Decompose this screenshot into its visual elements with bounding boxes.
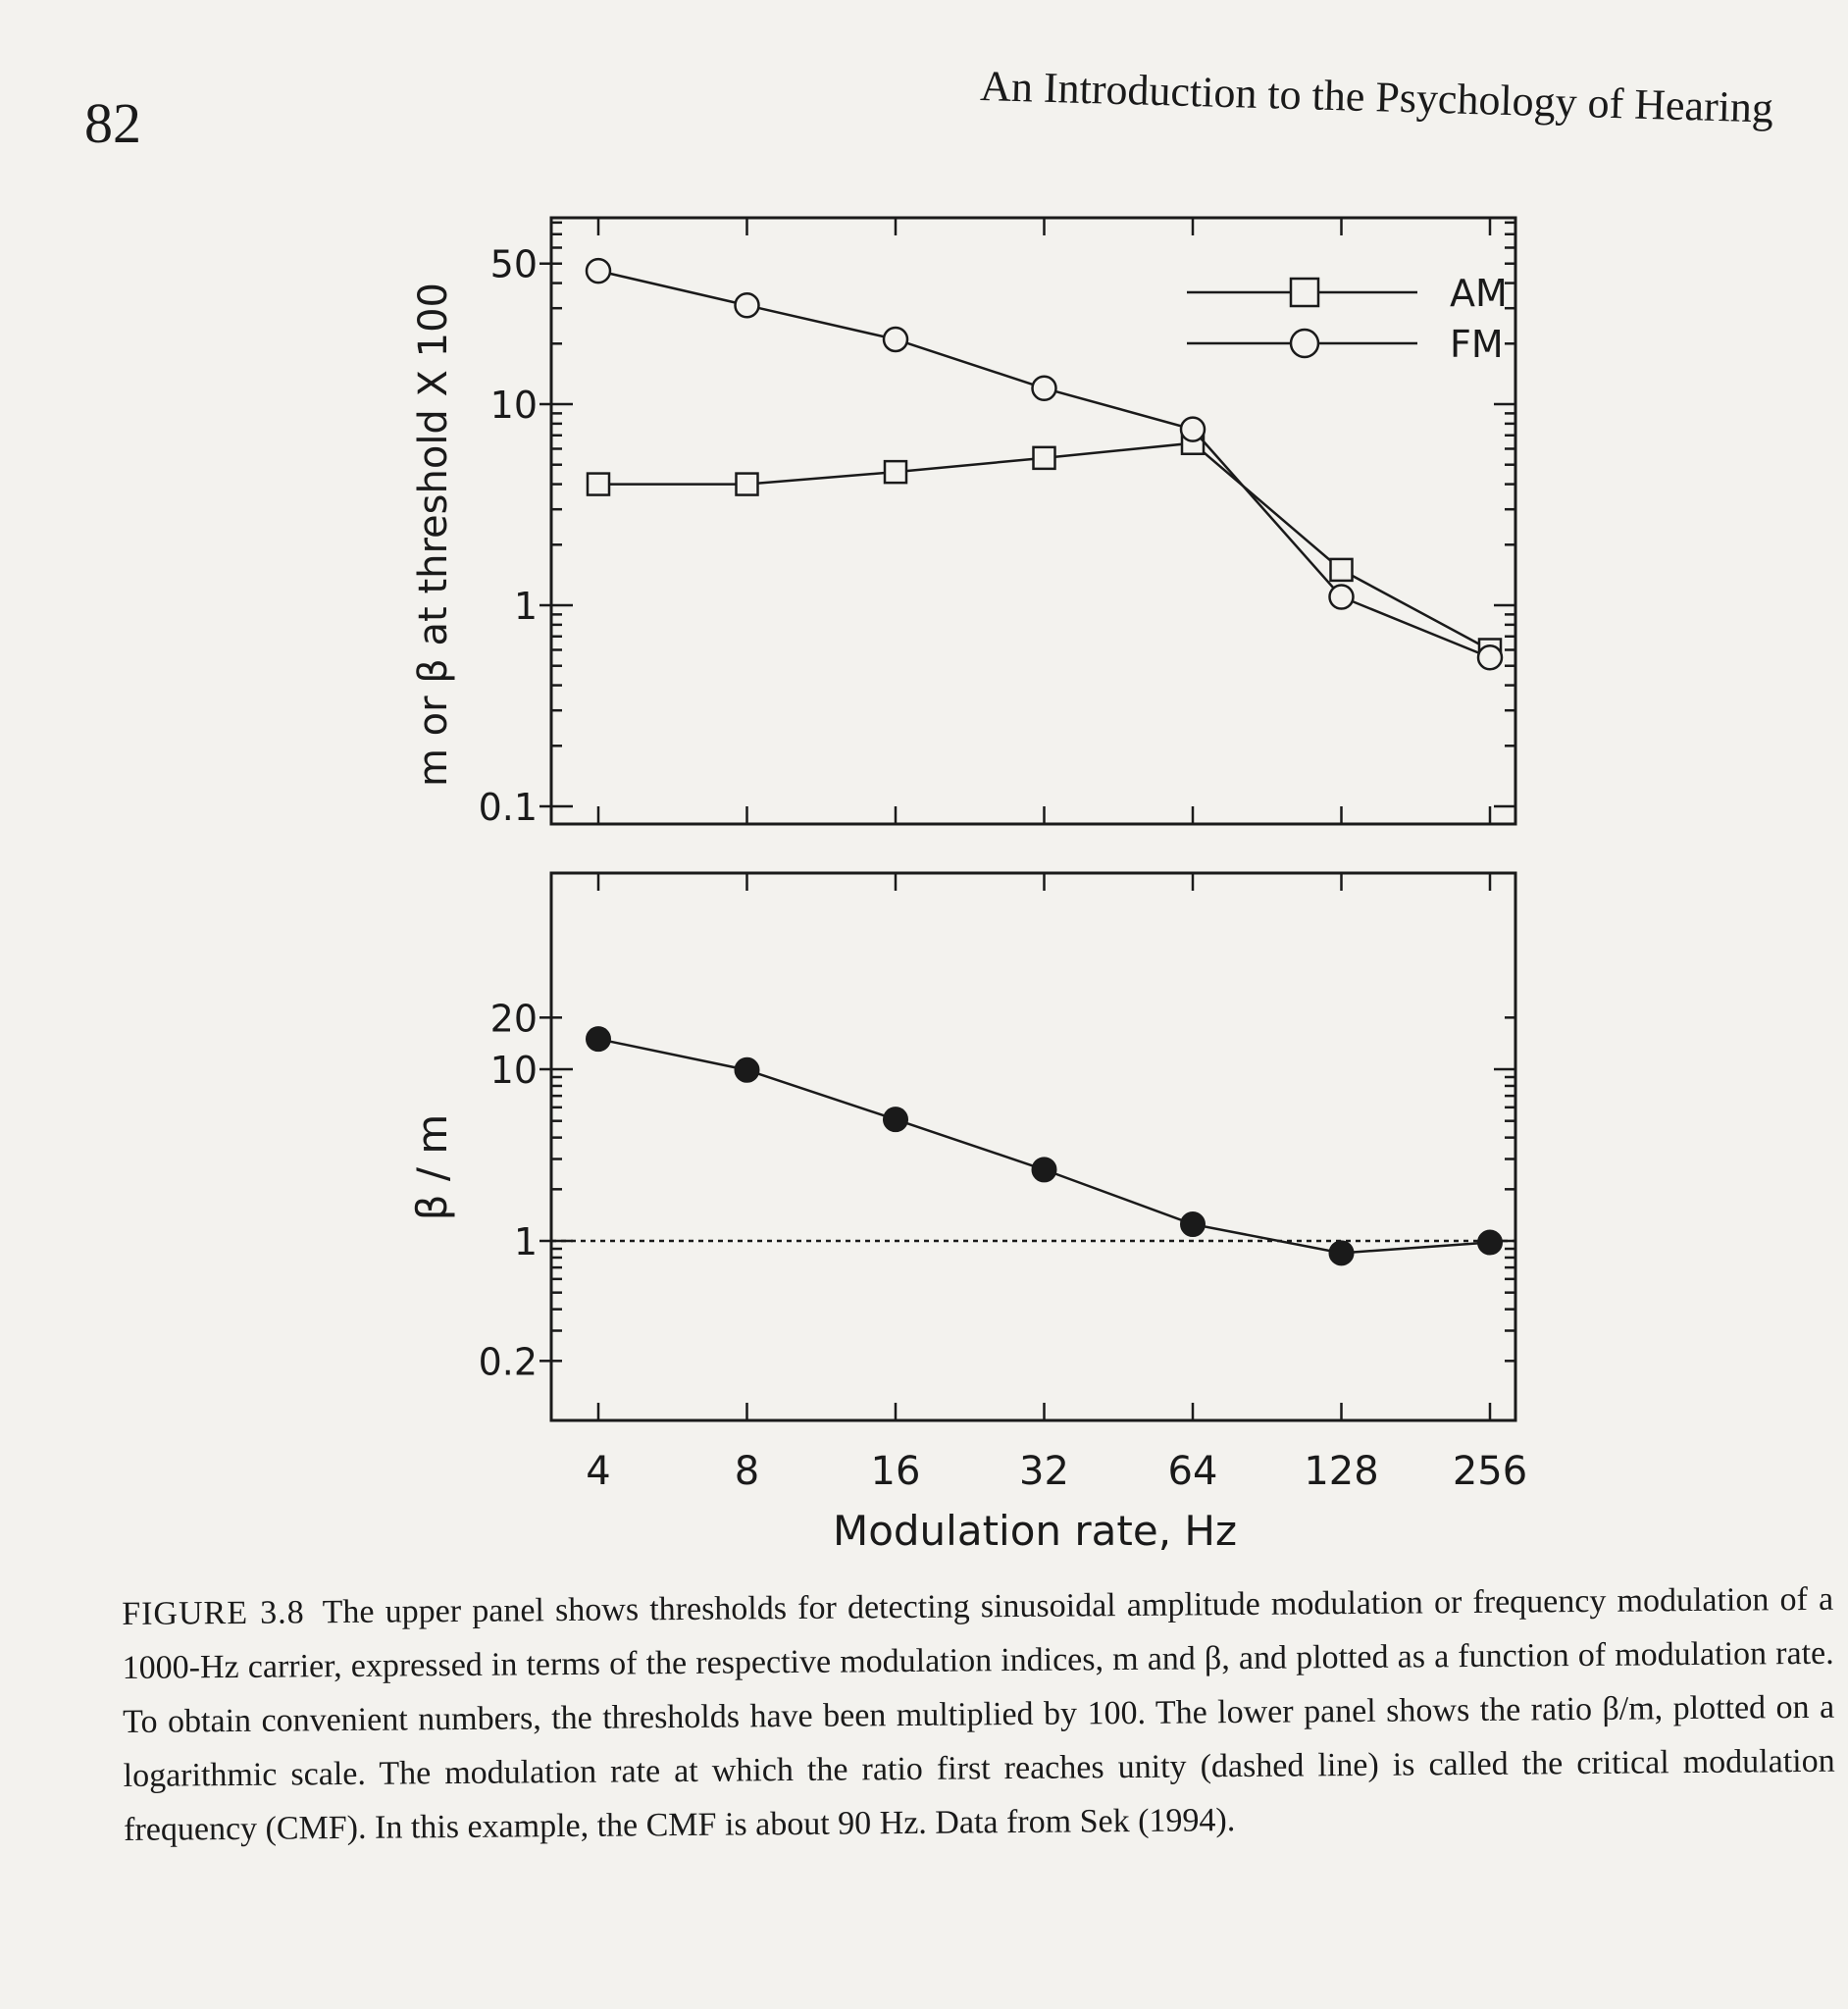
data-point-square xyxy=(588,474,609,495)
plot-frame xyxy=(551,218,1515,824)
data-point-circle xyxy=(884,328,907,351)
x-axis-title: Modulation rate, Hz xyxy=(832,1507,1238,1555)
x-tick-label: 32 xyxy=(1019,1449,1069,1494)
data-point-filled xyxy=(884,1108,907,1131)
data-point-circle xyxy=(1330,586,1354,609)
legend-marker-square xyxy=(1291,279,1318,306)
series-line xyxy=(598,443,1490,650)
x-tick-label: 4 xyxy=(586,1449,611,1494)
legend xyxy=(1187,272,1508,366)
y-tick-label: 50 xyxy=(489,242,538,286)
series-m xyxy=(587,1027,1502,1264)
data-point-filled xyxy=(1033,1158,1056,1181)
data-point-square xyxy=(885,461,906,483)
caption-label: FIGURE 3.8 xyxy=(122,1594,305,1632)
x-axis-tick-labels xyxy=(586,1449,1527,1494)
legend-label: FM xyxy=(1450,323,1504,366)
data-point-square xyxy=(1034,447,1055,469)
data-point-circle xyxy=(1181,418,1205,441)
data-point-circle xyxy=(587,259,610,283)
legend-label: AM xyxy=(1450,272,1508,315)
data-point-filled xyxy=(1330,1241,1354,1264)
x-tick-label: 256 xyxy=(1452,1449,1528,1494)
y-tick-label: 0.2 xyxy=(478,1340,538,1384)
caption-text: The upper panel shows thresholds for detecting sinusoidal amplitude modulation or frequency modulation of a 1000-Hz carrier, expressed in terms of the respective modulation indices, m and β, and plotted as a function of modulation rate. To obtain convenient numbers, the thresholds have been multiplied by 100. The lower panel shows the ratio β/m, plotted on a logarithmic scale. The modulation rate at which the ratio first reaches unity (dashed line) is called the critical modulation frequency (CMF). In this example, the CMF is about 90 Hz. Data from Sek (1994). xyxy=(122,1580,1835,1848)
data-point-square xyxy=(737,474,758,495)
x-tick-label: 64 xyxy=(1167,1449,1218,1494)
data-point-filled xyxy=(587,1027,610,1051)
x-tick-label: 128 xyxy=(1304,1449,1379,1494)
plot-frame xyxy=(551,873,1515,1420)
lower-y-axis-title: β / m xyxy=(408,1113,456,1221)
y-tick-label: 10 xyxy=(489,1049,538,1092)
x-tick-label: 8 xyxy=(734,1449,760,1494)
data-point-circle xyxy=(1033,377,1056,400)
series-am xyxy=(588,433,1501,661)
upper-y-axis-title: m or β at threshold X 100 xyxy=(411,282,456,788)
y-tick-label: 10 xyxy=(489,384,538,427)
legend-marker-circle xyxy=(1291,330,1318,357)
data-point-filled xyxy=(1181,1212,1205,1236)
data-point-circle xyxy=(1478,645,1502,669)
y-tick-label: 0.1 xyxy=(478,786,538,829)
running-head: An Introduction to the Psychology of Hearing xyxy=(979,61,1774,132)
data-point-filled xyxy=(736,1058,759,1082)
page-number: 82 xyxy=(84,91,141,155)
data-point-filled xyxy=(1478,1231,1502,1255)
upper-panel xyxy=(479,218,1515,829)
lower-panel xyxy=(479,873,1515,1420)
data-point-square xyxy=(1331,559,1353,581)
x-tick-label: 16 xyxy=(870,1449,921,1494)
y-tick-label: 1 xyxy=(513,1220,538,1263)
data-point-circle xyxy=(736,293,759,317)
y-tick-label: 20 xyxy=(489,997,538,1041)
figure-caption xyxy=(122,1572,1835,1857)
series-line xyxy=(598,1039,1490,1253)
y-tick-label: 1 xyxy=(513,585,538,628)
